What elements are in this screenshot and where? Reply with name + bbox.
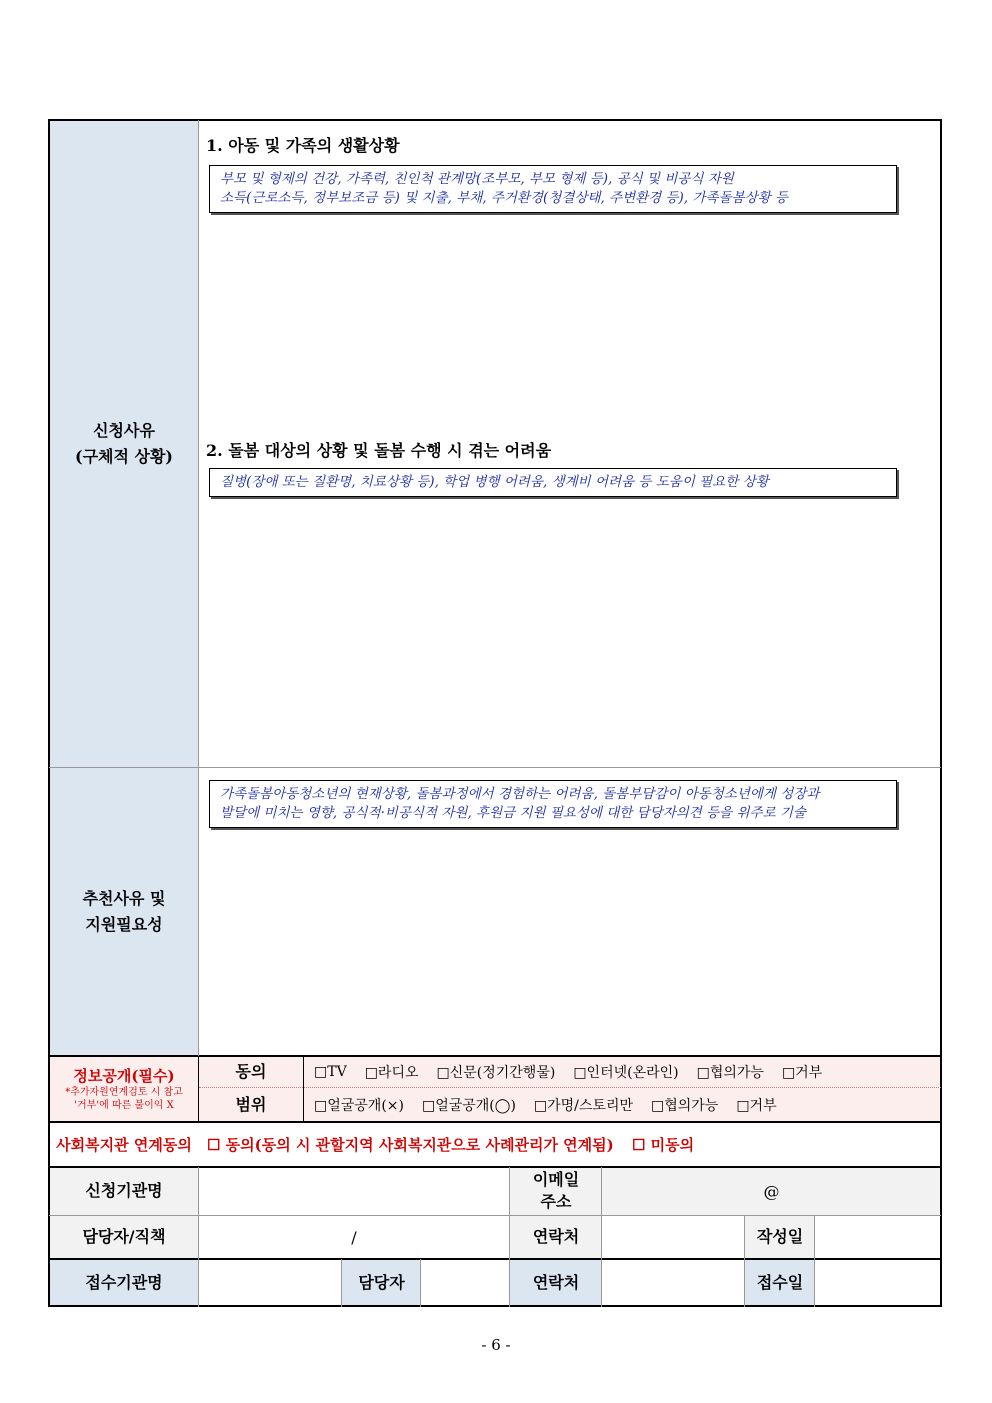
family-situation-input-area[interactable] — [202, 218, 938, 428]
applicant-org-field[interactable] — [200, 1168, 509, 1214]
reception-contact-field[interactable] — [603, 1260, 744, 1305]
consent-option-1[interactable]: □라디오 — [364, 1065, 419, 1081]
reception-date-label: 접수일 — [756, 1272, 804, 1292]
staff-position-label: 담당자/직책 — [82, 1227, 166, 1246]
heading-family-situation: 1. 아동 및 가족의 생활상황 — [206, 136, 400, 155]
scope-label: 범위 — [235, 1095, 267, 1114]
staff-position-field[interactable]: / — [351, 1227, 357, 1247]
consent-label: 동의 — [235, 1062, 267, 1081]
welfare-link-label: 사회복지관 연계동의 — [56, 1135, 192, 1154]
reception-date-field[interactable] — [816, 1260, 940, 1305]
scope-option-0[interactable]: □얼굴공개(×) — [314, 1098, 404, 1114]
scope-option-3[interactable]: □협의가능 — [651, 1098, 719, 1114]
reception-staff-field[interactable] — [421, 1260, 509, 1305]
welfare-disagree-option[interactable]: ☐ 미동의 — [632, 1136, 695, 1154]
scope-option-1[interactable]: □얼굴공개(◯) — [421, 1098, 516, 1114]
hint-family-situation: 부모 및 형제의 건강, 가족력, 친인척 관계망(조부모, 부모 형제 등), 공식 및 비공식 자원 소득(근로소득, 정부보조금 등) 및 지출, 부채, 주거환경(청결상태, 주변환경 등), 가족돌봄상황 등 — [209, 165, 897, 213]
recommendation-input-area[interactable] — [202, 834, 938, 1052]
consent-option-0[interactable]: □TV — [314, 1064, 347, 1080]
reception-org-field[interactable] — [200, 1260, 341, 1305]
written-date-field[interactable] — [816, 1216, 940, 1258]
reception-staff-label: 담당자 — [358, 1272, 405, 1292]
email-label: 이메일 주소 — [532, 1170, 580, 1211]
scope-options — [304, 1088, 777, 1122]
reception-org-label: 접수기관명 — [85, 1272, 163, 1292]
welfare-agree-option[interactable]: ☐ 동의(동의 시 관할지역 사회복지관으로 사례관리가 연계됨) — [207, 1136, 614, 1154]
consent-option-3[interactable]: □인터넷(온라인) — [573, 1065, 679, 1081]
hint-care-difficulty: 질병(장애 또는 질환명, 치료상황 등), 학업 병행 어려움, 생계비 어려움 등 도움이 필요한 상황 — [209, 468, 897, 497]
consent-options — [304, 1056, 822, 1088]
written-date-label: 작성일 — [756, 1227, 804, 1246]
scope-option-2[interactable]: □가명/스토리만 — [533, 1098, 633, 1114]
recommend-label: 추천사유 및 지원필요성 — [82, 889, 166, 934]
consent-option-5[interactable]: □거부 — [781, 1065, 823, 1081]
consent-option-2[interactable]: □신문(정기간행물) — [436, 1065, 556, 1081]
email-field[interactable]: @ — [763, 1181, 780, 1201]
hint-recommendation: 가족돌봄아동청소년의 현재상황, 돌봄과정에서 경험하는 어려움, 돌봄부담감이 아동청소년에게 성장과 발달에 미치는 영향, 공식적·비공식적 자원, 후원금 지원 필요성에 대한 담당자의견 등을 위주로 기술 — [209, 780, 897, 828]
page-number: - 6 - — [481, 1336, 511, 1354]
care-difficulty-input-area[interactable] — [202, 502, 938, 764]
scope-option-4[interactable]: □거부 — [736, 1098, 777, 1114]
reception-contact-label: 연락처 — [532, 1272, 580, 1292]
heading-care-difficulty: 2. 돌봄 대상의 상황 및 돌봄 수행 시 겪는 어려움 — [206, 441, 552, 460]
reason-label: 신청사유 (구체적 상황) — [75, 421, 173, 466]
disclosure-label: 정보공개(필수) *추가자원연계검토 시 참고 '거부'에 따른 불이익 X — [65, 1067, 183, 1111]
contact-field[interactable] — [603, 1216, 744, 1258]
consent-option-4[interactable]: □협의가능 — [696, 1065, 764, 1081]
applicant-org-label: 신청기관명 — [85, 1181, 163, 1200]
contact-label: 연락처 — [532, 1227, 580, 1246]
